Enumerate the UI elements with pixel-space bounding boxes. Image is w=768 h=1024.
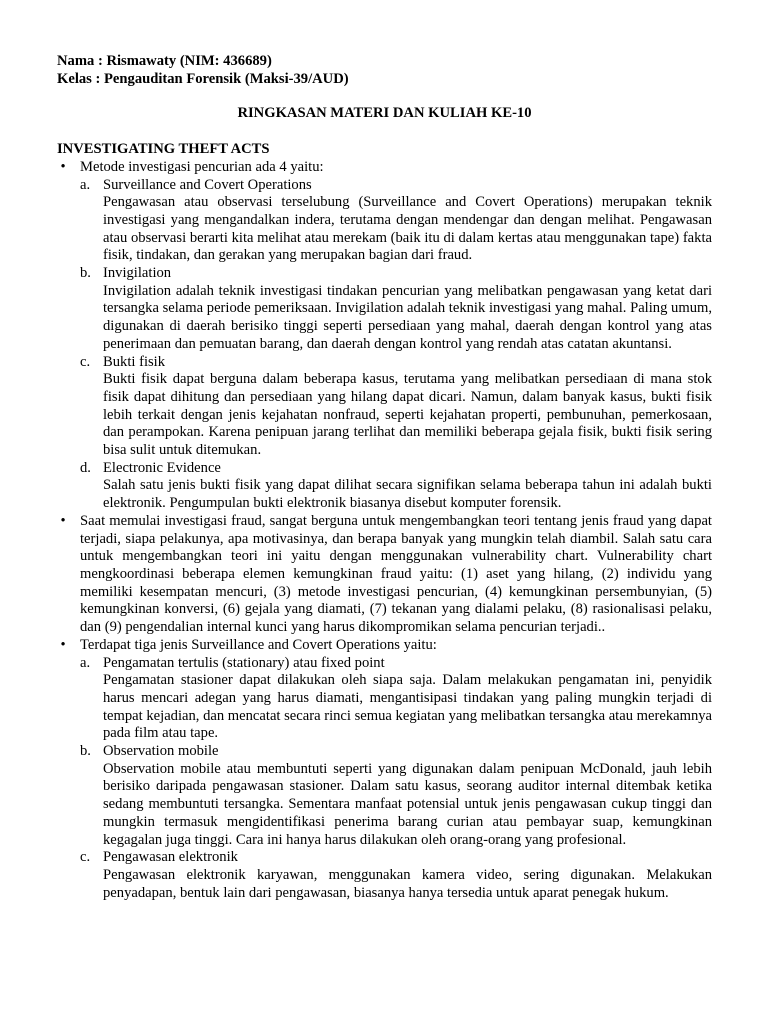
sub-item-letter: b. bbox=[80, 743, 91, 760]
sub-item bbox=[80, 849, 712, 902]
sub-item-heading: Surveillance and Covert Operations bbox=[103, 176, 312, 193]
bullet-item bbox=[57, 513, 712, 637]
bullet-text: Saat memulai investigasi fraud, sangat berguna untuk mengembangkan teori tentang jenis fraud yang dapat terjadi, siapa pelakunya, apa motivasinya, dan berapa banyak yang mungkin telah diambil. Salah satu cara untuk mengembangkan teori ini yaitu dengan menggunakan vulnerability chart. Vulnerability chart mengkoordinasi beberapa elemen kemungkinan fraud yaitu: (1) aset yang hilang, (2) individu yang memiliki kesempatan mencuri, (3) metode investigasi pencurian, (4) kemungkinan persembunyian, (5) kemungkinan konversi, (6) gejala yang diamati, (7) tekanan yang dialami pelaku, (8) rasionalisasi pelaku, dan (9) pengendalian internal kunci yang harus dikompromikan selama pencurian terjadi.. bbox=[80, 512, 712, 636]
sub-item bbox=[80, 743, 712, 849]
bullet-text: Terdapat tiga jenis Surveillance and Covert Operations yaitu: bbox=[80, 636, 437, 653]
sub-item-heading: Pengamatan tertulis (stationary) atau fixed point bbox=[103, 654, 385, 671]
sub-item bbox=[80, 354, 712, 460]
sub-item-letter: b. bbox=[80, 265, 91, 282]
bullet-icon: • bbox=[60, 158, 66, 175]
bullet-item bbox=[57, 159, 712, 513]
section-title: INVESTIGATING THEFT ACTS bbox=[57, 141, 270, 158]
bullet-icon: • bbox=[60, 512, 66, 529]
sub-item bbox=[80, 655, 712, 744]
sub-item-heading: Invigilation bbox=[103, 265, 172, 282]
sub-item-letter: d. bbox=[80, 459, 91, 476]
sub-item bbox=[80, 265, 712, 354]
sub-item bbox=[80, 460, 712, 513]
bullet-text: Metode investigasi pencurian ada 4 yaitu: bbox=[80, 158, 324, 175]
sub-item-heading: Observation mobile bbox=[103, 743, 219, 760]
sub-item-heading: Electronic Evidence bbox=[103, 459, 221, 476]
sub-item-body: Bukti fisik dapat berguna dalam beberapa kasus, terutama yang melibatkan persediaan di mana stok fisik dapat dihitung dan persediaan yang hilang dapat dicari. Namun, dalam banyak kasus, bukti fisik lebih terkait dengan jenis kejahatan nonfraud, seperti kejahatan properti, pembunuhan, pemerkosaan, dan perampokan. Karena penipuan jarang terlihat dan memiliki beberapa gejala fisik, bukti fisik sering bisa sulit untuk ditemukan. bbox=[103, 371, 712, 459]
sub-item-body: Salah satu jenis bukti fisik yang dapat dilihat secara signifikan selama beberapa tahun ini adalah bukti elektronik. Pengumpulan bukti elektronik biasanya disebut komputer forensik. bbox=[103, 477, 712, 512]
sub-item-letter: a. bbox=[80, 176, 91, 193]
sub-item-letter: c. bbox=[80, 849, 91, 866]
sub-item-heading: Pengawasan elektronik bbox=[103, 849, 238, 866]
document-content bbox=[57, 53, 712, 902]
sub-item-letter: c. bbox=[80, 353, 91, 370]
sub-item-body: Pengamatan stasioner dapat dilakukan oleh siapa saja. Dalam melakukan pengamatan ini, penyidik harus mencari adegan yang harus diamati, mengantisipasi tindakan yang paling mungkin terjadi di tempat kejadian, dan mencatat secara rinci semua kegiatan yang melibatkan tersangka atau merekamnya pada film atau tape. bbox=[103, 672, 713, 742]
bullet-item bbox=[57, 637, 712, 903]
sub-item-body: Invigilation adalah teknik investigasi tindakan pencurian yang melibatkan pengawasan yang ketat dari tersangka selama periode pemeriksaan. Invigilation adalah teknik investigasi yang mahal. Paling umum, digunakan di daerah berisiko tinggi seperti persediaan yang mahal, daerah dengan kontrol yang atas penerimaan dan pemuatan barang, dan daerah dengan kontrol yang rendah atas catatan akuntansi. bbox=[103, 282, 712, 352]
page-title: RINGKASAN MATERI DAN KULIAH KE-10 bbox=[237, 105, 532, 122]
bullet-icon: • bbox=[60, 636, 66, 653]
sub-item-body: Observation mobile atau membuntuti seperti yang digunakan dalam penipuan McDonald, jauh lebih berisiko daripada pengawasan stasioner. Dalam satu kasus, seorang auditor internal ditembak ketika sedang membuntuti tersangka. Sementara manfaat potensial untuk jenis pengawasan cukup tinggi dan mungkin termasuk mengidentifikasi penerima barang curian atau pembayar suap, kemungkinan kegagalan juga tinggi. Cara ini hanya harus dilakukan oleh orang-orang yang profesional. bbox=[103, 760, 712, 848]
student-class: Kelas : Pengauditan Forensik (Maksi-39/AUD) bbox=[57, 70, 349, 87]
sub-item bbox=[80, 177, 712, 266]
sub-item-heading: Bukti fisik bbox=[103, 353, 166, 370]
student-name: Nama : Rismawaty (NIM: 436689) bbox=[57, 53, 272, 69]
sub-item-body: Pengawasan elektronik karyawan, menggunakan kamera video, sering digunakan. Melakukan penyadapan, bentuk lain dari pengawasan, biasanya hanya tersedia untuk aparat penegak hukum. bbox=[103, 866, 712, 901]
sub-item-letter: a. bbox=[80, 654, 91, 671]
sub-item-body: Pengawasan atau observasi terselubung (Surveillance and Covert Operations) merupakan teknik investigasi yang mengandalkan indera, terutama dengan mendengar dan dengan melihat. Pengawasan atau observasi berarti kita melihat atau merekam (baik itu di dalam kertas atau menggunakan tape) fakta fisik, tindakan, dan gerakan yang merupakan bagian dari fraud. bbox=[103, 194, 712, 264]
